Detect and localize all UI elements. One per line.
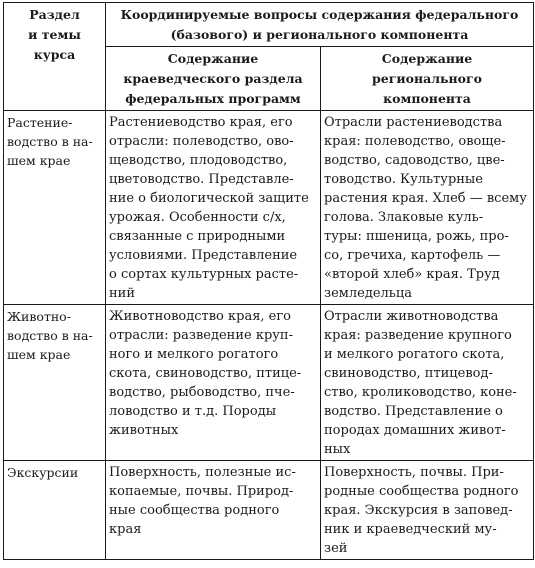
- cell-line: водство в на-: [7, 134, 93, 149]
- header-line: Координируемые вопросы содержания федерального: [120, 7, 519, 22]
- header-line: регионального: [372, 71, 482, 86]
- cell-line: Растениеводство края, его: [109, 115, 293, 130]
- cell-line: Экскурсии: [7, 465, 79, 480]
- cell-line: о сортах культурных расте-: [109, 267, 299, 282]
- header-line: Содержание: [381, 51, 473, 66]
- header-line: краеведческого раздела: [123, 71, 303, 86]
- cell-line: копаемые, почвы. Природ-: [109, 484, 294, 499]
- table-row: [4, 111, 534, 305]
- cell-line: края: разведение крупного: [324, 328, 512, 343]
- cell-line: связанные с природными: [109, 229, 286, 244]
- cell-line: условиями. Представление: [109, 248, 298, 263]
- curriculum-table: [3, 2, 534, 560]
- federal-content-cell: [106, 305, 321, 461]
- cell-line: края: полеводство, овоще-: [324, 134, 506, 149]
- cell-line: ного и мелкого рогатого: [109, 347, 279, 362]
- cell-line: Отрасли животноводства: [324, 309, 499, 324]
- cell-line: водство в на-: [7, 328, 93, 343]
- regional-content-cell: [321, 305, 534, 461]
- cell-line: цветоводство. Представле-: [109, 172, 294, 187]
- cell-line: края: [109, 522, 142, 537]
- cell-line: товодство. Культурные: [324, 172, 483, 187]
- header-line: компонента: [383, 91, 471, 106]
- cell-line: Животно-: [7, 309, 71, 324]
- cell-line: водство, садоводство, цве-: [324, 153, 505, 168]
- cell-line: отрасли: полеводство, ово-: [109, 134, 294, 149]
- cell-line: ство, кролиководство, коне-: [324, 385, 517, 400]
- cell-line: ник и краеведческий му-: [324, 522, 497, 537]
- cell-line: водство, рыбоводство, пче-: [109, 385, 295, 400]
- cell-line: свиноводство, птицевод-: [324, 366, 493, 381]
- federal-content-cell: [106, 111, 321, 305]
- regional-content-cell: [321, 461, 534, 560]
- header-line: и темы: [28, 27, 81, 42]
- federal-content-cell: [106, 461, 321, 560]
- cell-line: животных: [109, 423, 179, 438]
- cell-line: земледельца: [324, 286, 412, 301]
- cell-line: ний: [109, 286, 135, 301]
- cell-line: ных: [324, 442, 351, 457]
- cell-line: и мелкого рогатого скота,: [324, 347, 505, 362]
- cell-line: шем крае: [7, 347, 71, 362]
- cell-line: Животноводство края, его: [109, 309, 291, 324]
- header-line: курса: [33, 47, 76, 62]
- cell-line: урожая. Особенности с/х,: [109, 210, 286, 225]
- header-line: федеральных программ: [125, 91, 301, 106]
- cell-line: ние о биологической защите: [109, 191, 309, 206]
- cell-line: ловодство и т.д. Породы: [109, 404, 277, 419]
- cell-line: Поверхность, полезные ис-: [109, 465, 296, 480]
- table-row: [4, 461, 534, 560]
- cell-line: скота, свиноводство, птице-: [109, 366, 302, 381]
- cell-line: зей: [324, 541, 348, 556]
- header-line: Раздел: [29, 7, 80, 22]
- cell-line: породах домашних живот-: [324, 423, 506, 438]
- cell-line: края. Экскурсия в заповед-: [324, 503, 513, 518]
- section-cell: [4, 305, 106, 461]
- table-row: [4, 305, 534, 461]
- cell-line: «второй хлеб» края. Труд: [324, 267, 500, 282]
- cell-line: Отрасли растениеводства: [324, 115, 503, 130]
- cell-line: щеводство, плодоводство,: [109, 153, 288, 168]
- cell-line: голова. Злаковые куль-: [324, 210, 484, 225]
- cell-line: Поверхность, почвы. При-: [324, 465, 504, 480]
- header-regional-column: [321, 47, 534, 111]
- regional-content-cell: [321, 111, 534, 305]
- cell-line: шем крае: [7, 153, 71, 168]
- header-row-1: [4, 3, 534, 47]
- cell-line: туры: пшеница, рожь, про-: [324, 229, 509, 244]
- section-cell: [4, 461, 106, 560]
- cell-line: водство. Представление о: [324, 404, 503, 419]
- header-federal-column: [106, 47, 321, 111]
- cell-line: Растение-: [7, 115, 73, 130]
- header-line: Содержание: [167, 51, 259, 66]
- section-cell: [4, 111, 106, 305]
- cell-line: родные сообщества родного: [324, 484, 519, 499]
- cell-line: ные сообщества родного: [109, 503, 280, 518]
- header-section-column: [4, 3, 106, 111]
- cell-line: со, гречиха, картофель —: [324, 248, 501, 263]
- cell-line: растения края. Хлеб — всему: [324, 191, 527, 206]
- header-line: (базового) и регионального компонента: [170, 27, 469, 42]
- cell-line: отрасли: разведение круп-: [109, 328, 293, 343]
- header-coordinated-questions: [106, 3, 534, 47]
